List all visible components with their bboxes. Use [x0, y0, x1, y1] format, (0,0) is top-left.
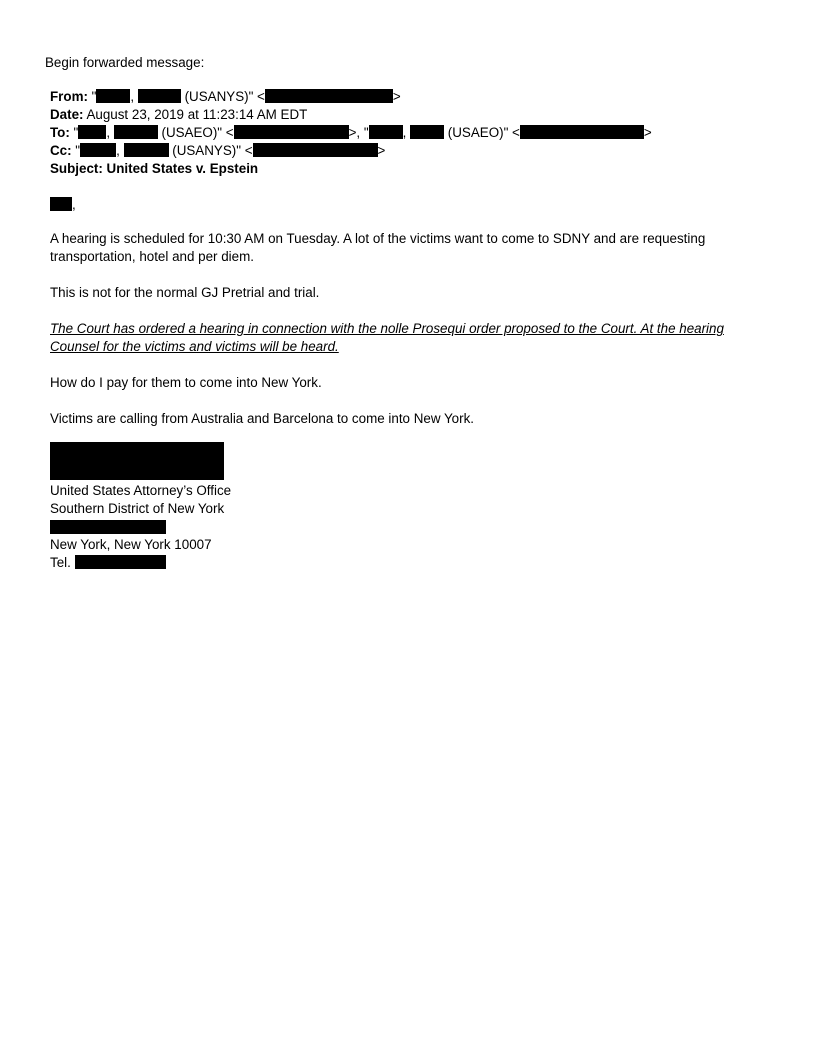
cc-line: Cc: " , (USANYS)" < >: [50, 143, 386, 158]
from-label: From:: [50, 89, 88, 104]
redaction-block: [80, 143, 116, 157]
subject-label: Subject:: [50, 161, 103, 176]
to-line: To: " , (USAEO)" < >, " , (USAEO)" < >: [50, 125, 652, 140]
cc-label: Cc:: [50, 143, 72, 158]
body-paragraph: How do I pay for them to come into New York.: [50, 375, 322, 390]
body-paragraph: This is not for the normal GJ Pretrial and trial.: [50, 285, 320, 300]
redaction-block: [253, 143, 378, 157]
signature-name-redaction: [50, 442, 224, 480]
redaction-block: [369, 125, 403, 139]
emphasized-paragraph: The Court has ordered a hearing in connection with the nolle Prosequi order proposed to the Court. At the hearing: [50, 321, 724, 336]
forward-intro: Begin forwarded message:: [45, 55, 205, 70]
from-line: From: " , (USANYS)" < >: [50, 89, 401, 104]
redaction-block: [114, 125, 158, 139]
body-paragraph-cont: transportation, hotel and per diem.: [50, 249, 254, 264]
redaction-block: [520, 125, 644, 139]
body-paragraph: Victims are calling from Australia and Barcelona to come into New York.: [50, 411, 474, 426]
date-label: Date:: [50, 107, 84, 122]
emphasized-paragraph-cont: Counsel for the victims and victims will be heard.: [50, 339, 339, 354]
signature-address-redaction: [50, 520, 166, 534]
date-value: August 23, 2019 at 11:23:14 AM EDT: [83, 107, 308, 122]
redaction-block: [78, 125, 106, 139]
tel-label: Tel.: [50, 555, 75, 570]
redaction-block: [234, 125, 349, 139]
signature-office: United States Attorney’s Office: [50, 483, 232, 498]
signature-district: Southern District of New York: [50, 501, 225, 516]
date-line: [50, 106, 307, 124]
redaction-block: [265, 89, 393, 103]
body-paragraph: A hearing is scheduled for 10:30 AM on Tuesday. A lot of the victims want to come to SDNY and are requesting: [50, 231, 706, 246]
signature-city: New York, New York 10007: [50, 537, 212, 552]
redaction-block: [410, 125, 444, 139]
to-label: To:: [50, 125, 70, 140]
redaction-block: [96, 89, 130, 103]
redaction-block: [138, 89, 181, 103]
subject-line: [50, 160, 258, 178]
subject-value: United States v. Epstein: [102, 161, 259, 176]
signature-tel: [50, 554, 166, 572]
redaction-block: [50, 197, 72, 211]
redaction-block: [75, 555, 166, 569]
greeting-line: ,: [50, 196, 76, 214]
redaction-block: [124, 143, 169, 157]
